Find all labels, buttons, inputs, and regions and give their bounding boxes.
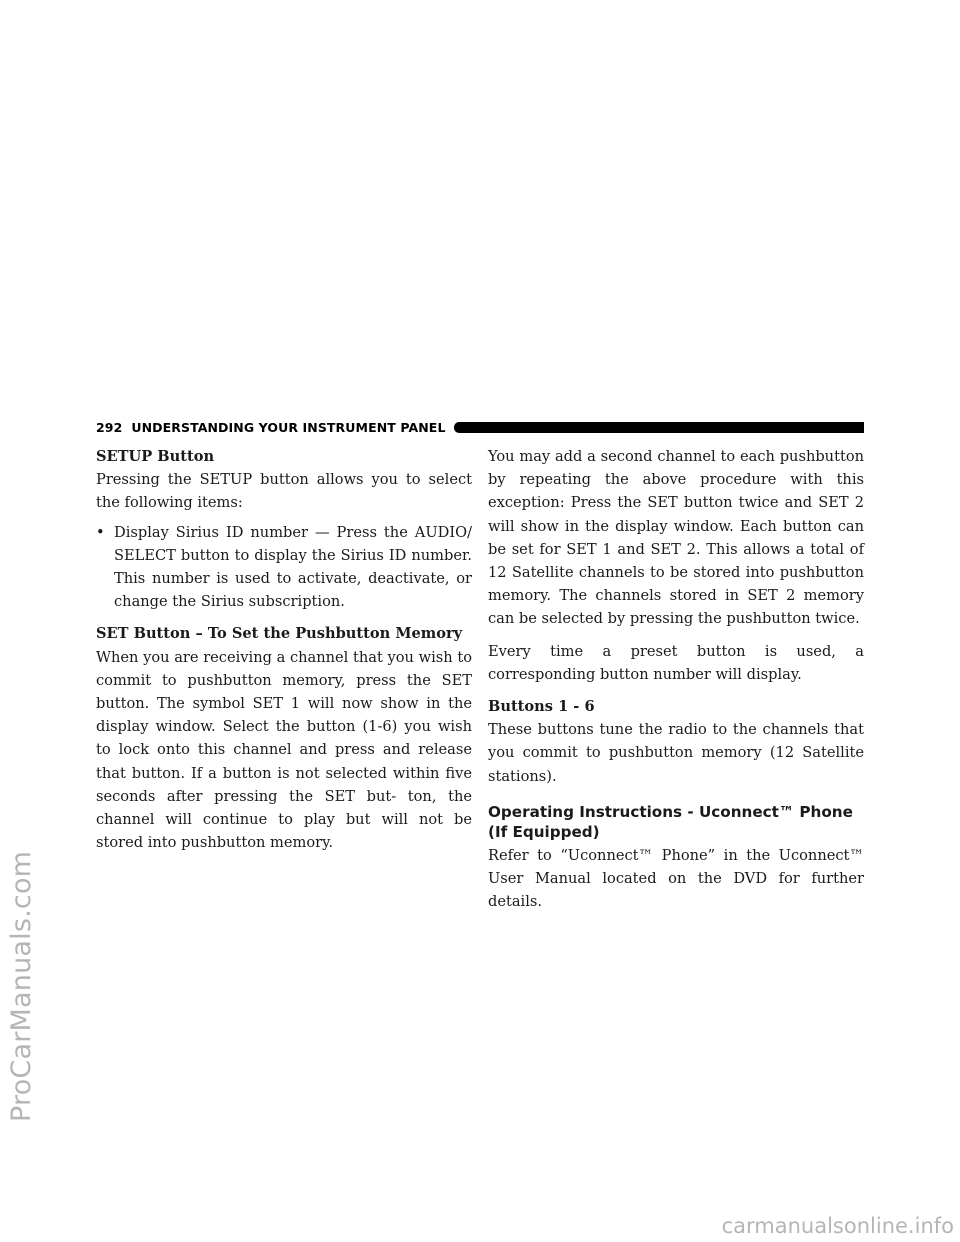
page-header xyxy=(96,417,864,437)
setup-heading: SETUP Button xyxy=(96,448,215,465)
watermark-procarmanuals: ProCarManuals.com xyxy=(6,850,37,1122)
operating-heading xyxy=(488,802,864,842)
bullet-text: Display Sirius ID number — Press the AUDIO/ SELECT button to display the Sirius ID number. This number is used to activate, deactivate, or change the Sirius subscription. xyxy=(114,523,472,611)
buttons-heading: Buttons 1 - 6 xyxy=(488,698,595,716)
operating-heading-line2: (If Equipped) xyxy=(488,822,600,841)
operating-heading-line1: Operating Instructions - Uconnect™ Phone xyxy=(488,802,853,821)
second-channel-text: You may add a second channel to each pushbutton by repeating the above procedure with this exception: Press the SET button twice and SET 2 will show in the display window. Each button can be set for SET 1 and SET 2. This allows a total of 12 Satellite channels to be stored into pushbutton memory. The channels stored in SET 2 memory can be selected by pressing the pushbutton twice. xyxy=(488,448,864,628)
preset-text: Every time a preset button is used, a corresponding button number will display. xyxy=(488,642,864,683)
page-number: 292 xyxy=(96,419,123,435)
header-label xyxy=(96,420,454,435)
setup-intro: Pressing the SETUP button allows you to select the following items: xyxy=(96,471,472,512)
set-text: When you are receiving a channel that you wish to commit to pushbutton memory, press the SET button. The symbol SET 1 will now show in the display window. Select the button (1-6) you wish to lock onto this channel and press and release that button. If a button is not selected within five seconds after pressing the SET but- ton, the channel will continue to play but will not be stored into pushbutton memory. xyxy=(96,648,472,852)
buttons-text: These buttons tune the radio to the channels that you commit to pushbutton memory (12 Satellite stations). xyxy=(488,721,864,785)
set-heading: SET Button – To Set the Pushbutton Memory xyxy=(96,625,463,643)
section-title: UNDERSTANDING YOUR INSTRUMENT PANEL xyxy=(131,419,446,435)
left-column xyxy=(96,445,472,854)
right-column xyxy=(488,445,864,913)
watermark-carmanualsonline: carmanualsonline.info xyxy=(721,1214,954,1238)
operating-text: Refer to “Uconnect™ Phone” in the Uconnect™ User Manual located on the DVD for further details. xyxy=(488,846,864,911)
bullet-icon: • xyxy=(96,523,105,541)
bullet-item xyxy=(96,521,472,614)
header-rule xyxy=(454,422,864,433)
